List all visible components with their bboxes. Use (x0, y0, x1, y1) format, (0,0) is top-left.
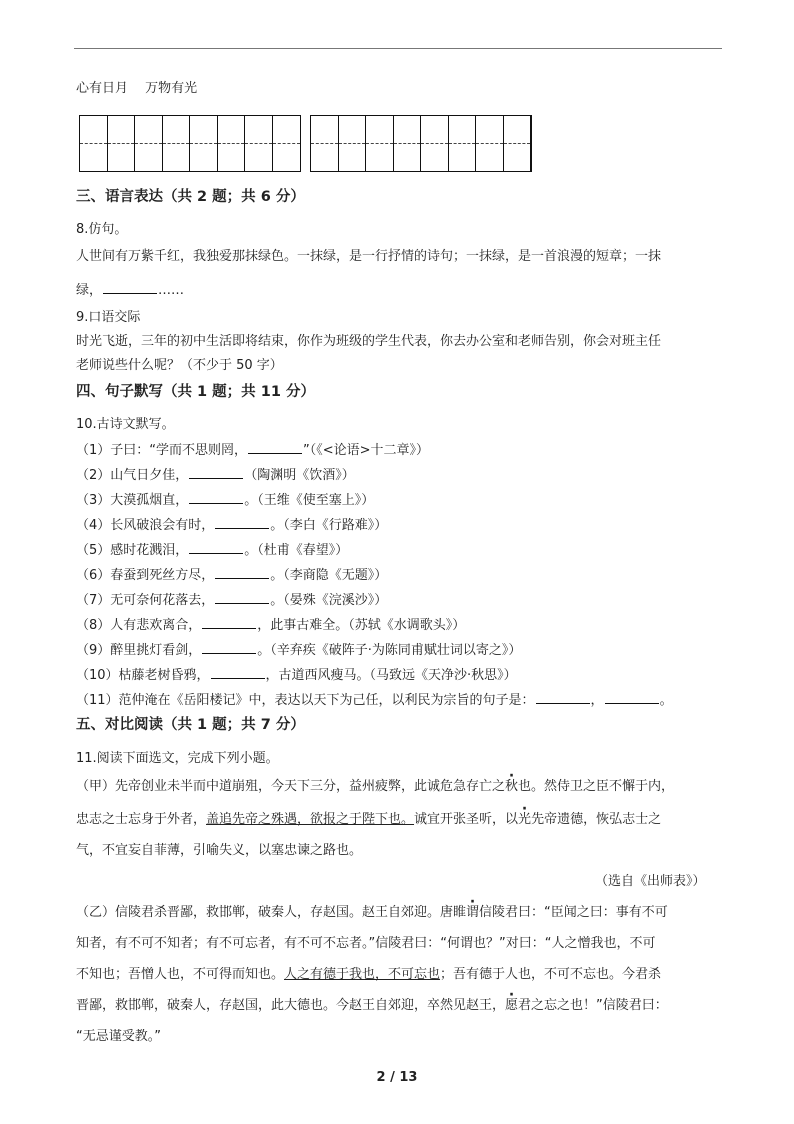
question-9-text-2: 老师说些什么呢？（不少于 50 字） (76, 358, 283, 373)
answer-blank[interactable] (536, 691, 590, 704)
recitation-item: （11）范仲淹在《岳阳楼记》中，表达以天下为己任，以利民为宗旨的句子是： ， 。 (76, 693, 673, 708)
question-9-title: 9.口语交际 (76, 310, 141, 325)
recitation-item: （9）醉里挑灯看剑， 。（辛弃疾《破阵子·为陈同甫赋壮词以寄之》） (76, 643, 522, 658)
question-8-answer-line (76, 281, 184, 300)
answer-blank[interactable] (211, 666, 265, 679)
recitation-item: （1）子曰：“学而不思则罔， ”（《<论语>十二章》） (76, 443, 430, 458)
page-number: 2 / 13 (376, 1070, 418, 1085)
passage-jia-line: 气，不宜妄自菲薄，引喻失义，以塞忠谏之路也。 (76, 843, 363, 858)
section-heading-4: 四、句子默写（共 1 题；共 11 分） (76, 384, 315, 400)
passage-yi-line: 不知也；吾憎人也，不可得而知也。人之有德于我也，不可忘也；吾有德于人也，不可不忘也。今君杀 (76, 967, 662, 982)
recitation-item: （4）长风破浪会有时， 。（李白《行路难》） (76, 518, 388, 533)
answer-blank[interactable] (189, 491, 243, 504)
header-rule (74, 48, 722, 49)
passage-yi-line: “无忌谨受教。” (76, 1029, 161, 1044)
passage-yi-line: （乙）信陵君杀晋鄙，救邯郸，破秦人，存赵国。赵王自郊迎。唐睢谓信陵君曰：“臣闻之曰：事有不可 (76, 905, 668, 920)
question-8-title: 8.仿句。 (76, 222, 128, 237)
answer-blank[interactable] (202, 616, 256, 629)
recitation-item: （8）人有悲欢离合， ，此事古难全。（苏轼《水调歌头》） (76, 618, 466, 633)
question-10-title: 10.古诗文默写。 (76, 417, 175, 432)
question-11-title: 11.阅读下面选文，完成下列小题。 (76, 751, 279, 766)
recitation-item: （3）大漠孤烟直， 。（王维《使至塞上》） (76, 493, 375, 508)
recitation-item: （5）感时花溅泪， 。（杜甫《春望》） (76, 543, 349, 558)
answer-blank[interactable] (215, 566, 269, 579)
passage-jia-line: （甲）先帝创业未半而中道崩殂，今天下三分，益州疲弊，此诚危急存亡之秋也。然侍卫之臣不懈于内， (76, 779, 675, 794)
answer-blank[interactable] (103, 281, 157, 294)
section-heading-5: 五、对比阅读（共 1 题；共 7 分） (76, 717, 305, 733)
answer-blank[interactable] (215, 591, 269, 604)
writing-grid-left[interactable] (79, 115, 301, 172)
question-9-text-1: 时光飞逝，三年的初中生活即将结束，你作为班级的学生代表，你去办公室和老师告别，你会对班主任 (76, 334, 662, 349)
writing-grid-right[interactable] (310, 115, 532, 172)
recitation-item: （7）无可奈何花落去， 。（晏殊《浣溪沙》） (76, 593, 388, 608)
answer-blank[interactable] (189, 541, 243, 554)
passage-yi-line: 晋鄙，救邯郸，破秦人，存赵国，此大德也。今赵王自郊迎，卒然见赵王，愿君之忘之也！”信陵君曰： (76, 998, 668, 1013)
passage-yi-line: 知者，有不可不知者；有不可忘者，有不可不忘者。”信陵君曰：“何谓也？”对曰：“人之憎我也，不可 (76, 936, 656, 951)
passage-jia-source: （选自《出师表》） (595, 874, 706, 889)
answer-blank[interactable] (605, 691, 659, 704)
q8-prefix: 绿， (76, 283, 103, 298)
section-heading-3: 三、语言表达（共 2 题；共 6 分） (76, 189, 305, 205)
passage-jia-line: 忠志之士忘身于外者，盖追先帝之殊遇，欲报之于陛下也。诚宜开张圣听，以光先帝遗德，恢弘志士之 (76, 812, 662, 827)
q8-ellipsis: …… (158, 283, 185, 298)
answer-blank[interactable] (215, 516, 269, 529)
motto: 心有日月 万物有光 (76, 81, 198, 96)
recitation-item: （2）山气日夕佳， （陶渊明《饮酒》） (76, 468, 355, 483)
answer-blank[interactable] (189, 466, 243, 479)
answer-blank[interactable] (202, 641, 256, 654)
recitation-item: （6）春蚕到死丝方尽， 。（李商隐《无题》） (76, 568, 388, 583)
answer-blank[interactable] (248, 441, 302, 454)
recitation-item: （10）枯藤老树昏鸦， ，古道西风瘦马。（马致远《天净沙·秋思》） (76, 668, 517, 683)
question-8-text: 人世间有万紫千红，我独爱那抹绿色。一抹绿，是一行抒情的诗句；一抹绿，是一首浪漫的短章；一抹 (76, 249, 662, 264)
